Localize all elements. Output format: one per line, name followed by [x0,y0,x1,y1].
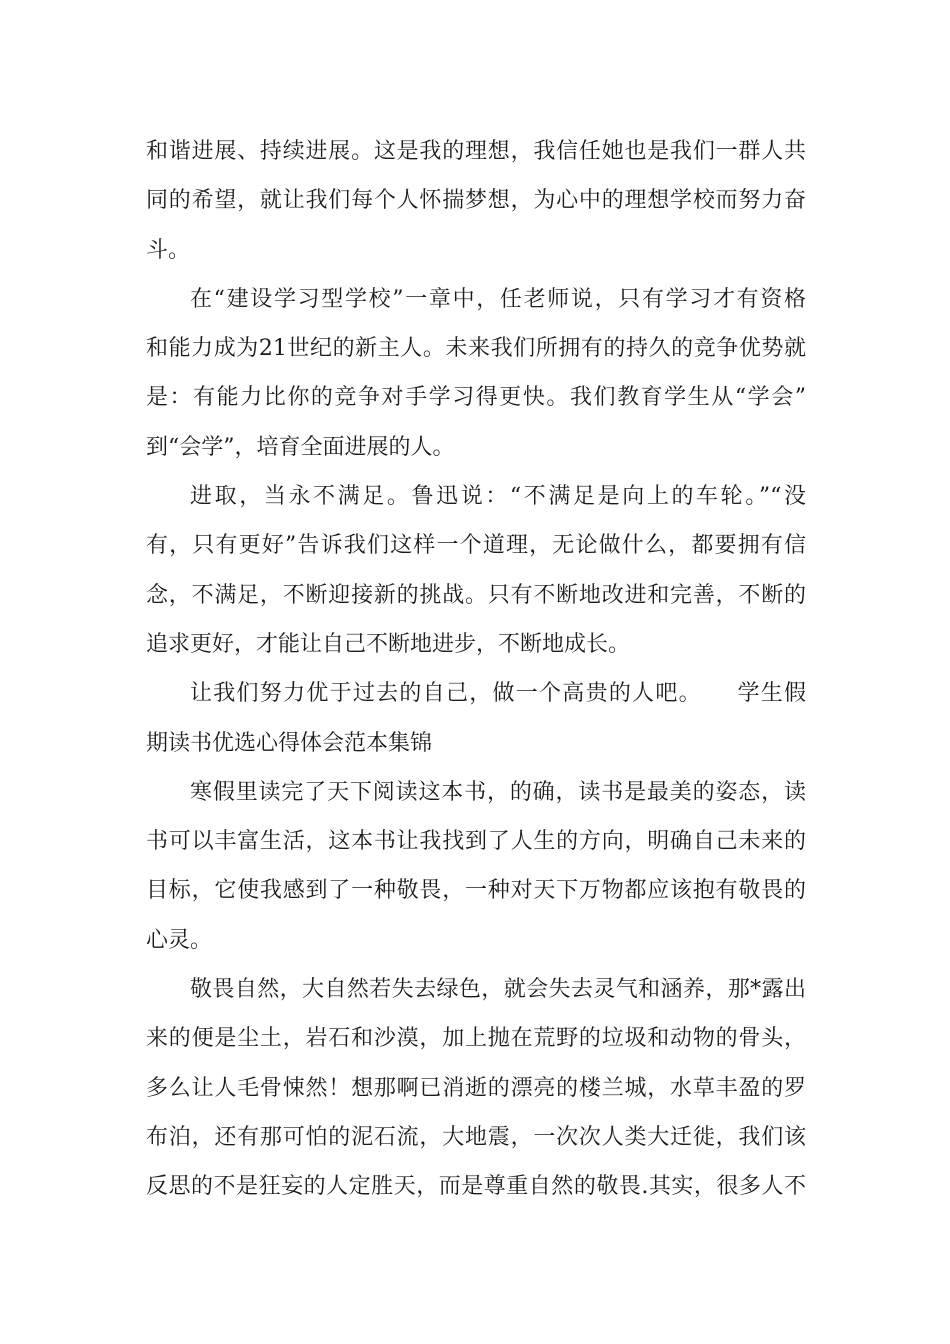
text-line: 到“会学”，培育全面进展的人。 [146,434,455,460]
text-line: 念，不满足，不断迎接新的挑战。只有不断地改进和完善，不断的 [146,582,806,608]
text-line: 有，只有更好”告诉我们这样一个道理，无论做什么，都要拥有信 [146,533,806,559]
text-line: 让我们努力优于过去的自己，做一个高贵的人吧。 学生假 [190,681,806,707]
text-line: 和谐进展、持续进展。这是我的理想，我信任她也是我们一群人共 [146,139,806,164]
text-line: 多么让人毛骨悚然！想那啊已消逝的漂亮的楼兰城，水草丰盈的罗 [146,1075,806,1101]
text-line: 期读书优选心得体会范本集锦 [146,730,433,756]
text-line: 追求更好，才能让自己不断地进步，不断地成长。 [146,631,631,657]
text-line: 是：有能力比你的竞争对手学习得更快。我们教育学生从“学会” [146,385,806,411]
body-text [146,127,806,1212]
text-line: 来的便是尘土，岩石和沙漠，加上抛在荒野的垃圾和动物的骨头， [146,1026,806,1052]
text-line: 书可以丰富生活，这本书让我找到了人生的方向，明确自己未来的 [146,829,806,855]
text-line: 同的希望，就让我们每个人怀揣梦想，为心中的理想学校而努力奋 [146,188,806,214]
text-line: 和能力成为21世纪的新主人。未来我们所拥有的持久的竞争优势就 [146,336,806,362]
text-line: 反思的不是狂妄的人定胜天，而是尊重自然的敬畏.其实，很多人不 [146,1174,806,1200]
text-line: 敬畏自然，大自然若失去绿色，就会失去灵气和涵养，那*露出 [190,977,806,1003]
text-line: 斗。 [146,237,191,263]
text-line: 目标，它使我感到了一种敬畏，一种对天下万物都应该抱有敬畏的 [146,878,806,904]
text-line: 进取，当永不满足。鲁迅说：“不满足是向上的车轮。”“没 [190,484,806,510]
text-line: 寒假里读完了天下阅读这本书，的确，读书是最美的姿态，读 [190,779,806,805]
text-line: 在“建设学习型学校”一章中，任老师说，只有学习才有资格 [190,286,806,312]
text-line: 心灵。 [146,927,213,953]
text-line: 布泊，还有那可怕的泥石流，大地震，一次次人类大迁徙，我们该 [146,1124,806,1150]
